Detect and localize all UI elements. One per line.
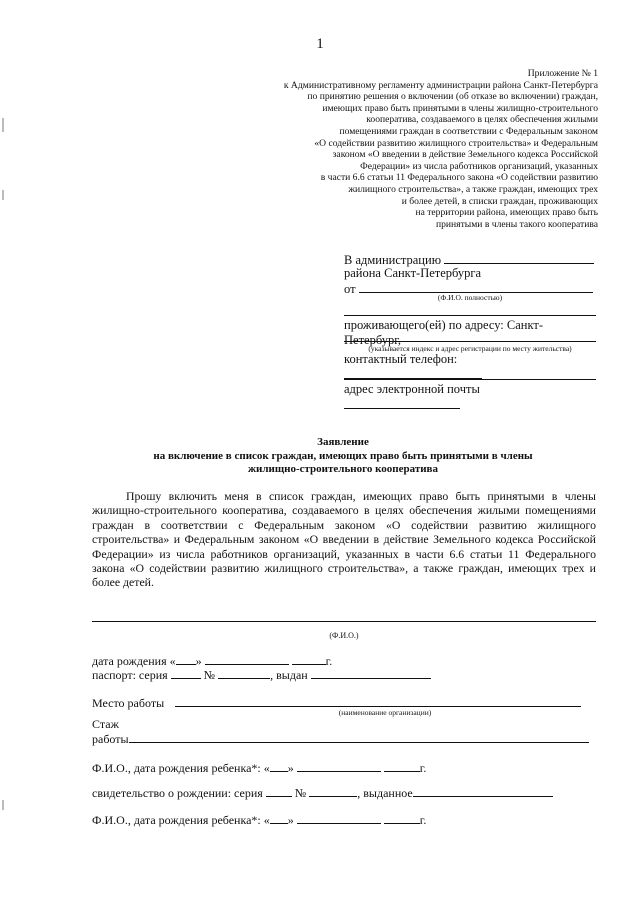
scan-margin-mark: [2, 190, 4, 200]
child-label: Ф.И.О., дата рождения ребенка*: «: [92, 761, 270, 775]
email-label: адрес электронной почты: [344, 382, 480, 396]
address-hint: (указывается индекс и адрес регистрации по месту жительства): [368, 344, 572, 353]
birth-day-field[interactable]: [176, 653, 196, 665]
appendix-line: жилищного строительства», а также граждан, имеющих трех: [348, 183, 598, 195]
child1-year-field[interactable]: [384, 760, 420, 772]
child2-row: [92, 812, 426, 828]
appendix-line: «О содействии развитию жилищного строительства» и Федеральным: [314, 137, 598, 149]
experience-label-1: Стаж: [92, 717, 119, 731]
passport-label: паспорт: серия: [92, 668, 168, 682]
child2-day-field[interactable]: [270, 812, 288, 824]
appendix-line: имеющих право быть принятыми в члены жилищно-строительного: [322, 102, 598, 114]
appendix-line: в части 6.6 статьи 11 Федерального закона «О содействии развитию: [320, 172, 598, 184]
year-suffix: г.: [325, 654, 333, 668]
issued-label: , выдан: [270, 668, 308, 682]
email-field[interactable]: [344, 397, 460, 409]
appendix-line: кооператива, создаваемого в целях обеспечения жилыми: [366, 114, 598, 126]
quote-close: »: [287, 813, 294, 827]
phone-label: контактный телефон:: [344, 352, 458, 366]
year-suffix: г.: [419, 813, 427, 827]
year-suffix: г.: [419, 761, 427, 775]
phone-continuation-field[interactable]: [344, 367, 596, 380]
child1-row: [92, 760, 426, 776]
appendix-header: [238, 68, 598, 230]
workplace-label: Место работы: [92, 696, 165, 710]
admin-name-field[interactable]: [444, 252, 594, 264]
applicant-fio-line[interactable]: [92, 609, 596, 622]
application-body: Прошу включить меня в список граждан, имеющих право быть принятыми в члены жилищно-строительного кооператива, создаваемого в целях обеспечения жилыми помещениями граждан в соответствии с Федеральным законом «О содействии развитию жилищного строительства» и Федеральным законом «О введении в действие Земельного кодекса Российской Федерации» из числа работников организаций, указанных в части 6.6 статьи 11 Федерального закона «О содействии развитию жилищного строительства», а также граждан, имеющих трех и более детей.: [92, 489, 596, 590]
child1-month-field[interactable]: [297, 760, 381, 772]
page-number: 1: [316, 36, 324, 52]
birth-date-label: дата рождения «: [92, 654, 176, 668]
appendix-line: по принятию решения о включении (об отказе во включении) граждан,: [307, 91, 598, 103]
number-sign: №: [203, 668, 216, 682]
scan-margin-mark: [2, 118, 4, 132]
passport-number-field[interactable]: [218, 667, 270, 679]
appendix-line: законом «О введении в действие Земельного кодекса Российской: [332, 149, 598, 161]
experience-field[interactable]: [129, 731, 589, 743]
child-label: Ф.И.О., дата рождения ребенка*: «: [92, 813, 270, 827]
title-line: Заявление: [317, 436, 369, 448]
from-label: от: [344, 282, 356, 296]
scan-margin-mark: [2, 800, 4, 810]
fio-continuation-field[interactable]: [344, 303, 596, 316]
child1-day-field[interactable]: [270, 760, 288, 772]
experience-label-2: работы: [92, 732, 129, 746]
residing-label: проживающего(ей) по адресу: Санкт-Петербург,: [344, 318, 544, 347]
certificate-issued-label: , выданное: [357, 786, 413, 800]
number-sign: №: [294, 786, 307, 800]
fio-hint: (Ф.И.О. полностью): [437, 293, 503, 302]
birth-month-field[interactable]: [205, 653, 289, 665]
certificate-label: свидетельство о рождении: серия: [92, 786, 263, 800]
child2-month-field[interactable]: [297, 812, 381, 824]
applicant-fio-field[interactable]: [359, 281, 593, 293]
title-line: на включение в список граждан, имеющих право быть принятыми в члены: [153, 449, 533, 462]
district-label: района Санкт-Петербурга: [344, 266, 482, 280]
address-field[interactable]: [344, 329, 596, 342]
certificate-series-field[interactable]: [266, 785, 292, 797]
appendix-line: Федерации» из числа работников организаций, указанных: [360, 160, 598, 172]
title-line: жилищно-строительного кооператива: [248, 463, 438, 475]
appendix-line: и более детей, в списки граждан, проживающих: [401, 195, 598, 207]
child2-year-field[interactable]: [384, 812, 420, 824]
passport-series-field[interactable]: [171, 667, 201, 679]
to-admin-label: В администрацию: [344, 253, 442, 267]
appendix-line: Приложение № 1: [527, 68, 598, 79]
certificate-number-field[interactable]: [309, 785, 357, 797]
passport-issued-field[interactable]: [311, 667, 431, 679]
appendix-line: на территории района, имеющих право быть: [415, 207, 598, 219]
quote-close: »: [287, 761, 294, 775]
birth-year-field[interactable]: [292, 653, 326, 665]
workplace-field[interactable]: [175, 695, 581, 707]
email-row: [344, 382, 596, 413]
experience-row: [92, 731, 589, 747]
quote-close: »: [195, 654, 202, 668]
appendix-line: принятыми в члены такого кооператива: [435, 218, 598, 230]
fio-caption: (Ф.И.О.): [329, 631, 359, 640]
certificate-issued-field[interactable]: [413, 785, 553, 797]
document-title: [90, 436, 596, 477]
passport-row: [92, 667, 431, 683]
appendix-line: к Административному регламенту администрации района Санкт-Петербурга: [283, 79, 598, 91]
certificate-row: [92, 785, 553, 801]
appendix-line: помещениями граждан в соответствии с Федеральным законом: [339, 125, 598, 137]
org-hint: (наименование организации): [338, 708, 432, 717]
